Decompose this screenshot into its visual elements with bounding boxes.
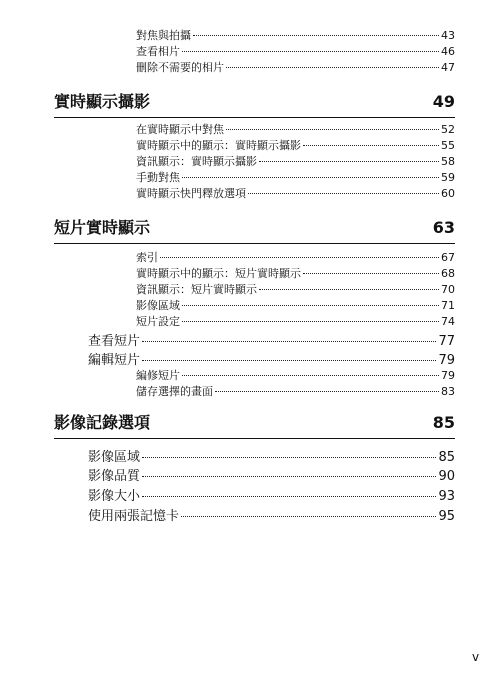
dot-leader [160,257,439,258]
toc-subsection[interactable] [88,446,455,465]
toc-entry[interactable] [136,265,455,281]
toc-entry-focus-shoot[interactable] [136,27,455,43]
section-title: 短片實時顯示 [54,218,151,237]
dot-leader [182,51,439,52]
toc-section-live-view[interactable] [54,89,455,118]
dot-leader [182,305,439,306]
toc-entry-label: 資訊顯示：實時顯示攝影 [136,155,257,168]
toc-entry-delete-photos[interactable] [136,59,455,75]
section-page: 85 [432,413,455,432]
toc-entry-label: 實時顯示快門釋放選項 [136,187,246,200]
toc-entry[interactable] [136,297,455,313]
dot-leader [182,177,439,178]
toc-entry-label: 手動對焦 [136,171,180,184]
toc-subsection-label: 影像區域 [88,450,141,465]
dot-leader [142,496,436,497]
toc-subsection[interactable] [88,485,455,504]
dot-leader [226,129,439,130]
dot-leader [259,161,439,162]
section-title: 實時顯示攝影 [54,92,151,111]
toc-entry-page: 79 [441,369,455,382]
toc-entry-label: 刪除不需要的相片 [136,61,224,74]
dot-leader [259,289,439,290]
toc-entry-label: 查看相片 [136,45,180,58]
toc-entry-page: 60 [441,187,455,200]
toc-subsection-label: 查看短片 [88,334,141,349]
toc-entry[interactable] [136,121,455,137]
toc-entry-page: 71 [441,299,455,312]
toc-entry-label: 資訊顯示：短片實時顯示 [136,283,257,296]
section-title: 影像記錄選項 [54,413,151,432]
toc-entry-page: 59 [441,171,455,184]
toc-entry[interactable] [136,137,455,153]
toc-entry[interactable] [136,153,455,169]
toc-entry-page: 74 [441,315,455,328]
dot-leader [181,516,436,517]
toc-subsection-label: 影像品質 [88,469,141,484]
toc-subsection[interactable] [88,465,455,484]
dot-leader [142,341,436,342]
toc-entry[interactable] [136,367,455,383]
toc-entry-page: 58 [441,155,455,168]
toc-entry-view-photos[interactable] [136,43,455,59]
toc-section-movie-live-view[interactable] [54,215,455,244]
section-page: 63 [432,218,455,237]
dot-leader [303,145,439,146]
toc-entry-page: 70 [441,283,455,296]
toc-subsection-page: 79 [438,353,455,368]
dot-leader [215,391,439,392]
toc-entry[interactable] [136,169,455,185]
dot-leader [182,321,439,322]
toc-subsection-label: 影像大小 [88,489,141,504]
dot-leader [142,476,436,477]
toc-section-image-recording[interactable] [54,410,455,439]
toc-entry-label: 影像區域 [136,299,180,312]
dot-leader [226,67,439,68]
toc-subsection-page: 95 [438,509,455,524]
toc-entry-label: 實時顯示中的顯示：實時顯示攝影 [136,139,301,152]
toc-entry-page: 52 [441,123,455,136]
toc-subsection-label: 使用兩張記憶卡 [88,509,180,524]
toc-entry[interactable] [136,281,455,297]
toc-entry-page: 68 [441,267,455,280]
dot-leader [248,193,439,194]
toc-subsection[interactable] [88,330,455,349]
toc-entry-page: 83 [441,385,455,398]
toc-subsection[interactable] [88,505,455,524]
dot-leader [142,457,436,458]
section-page: 49 [432,92,455,111]
toc-entry-page: 47 [441,61,455,74]
toc-entry-label: 對焦與拍攝 [136,29,191,42]
toc-entry[interactable] [136,313,455,329]
toc-entry-label: 索引 [136,251,158,264]
toc-entry[interactable] [136,249,455,265]
toc-entry-label: 短片設定 [136,315,180,328]
dot-leader [193,35,439,36]
toc-entry-label: 編修短片 [136,369,180,382]
toc-entry[interactable] [136,185,455,201]
toc-subsection-page: 93 [438,489,455,504]
dot-leader [182,375,439,376]
toc-subsection-label: 編輯短片 [88,353,141,368]
dot-leader [142,360,436,361]
toc-entry-page: 43 [441,29,455,42]
toc-subsection[interactable] [88,349,455,368]
toc-entry[interactable] [136,383,455,399]
toc-entry-page: 67 [441,251,455,264]
toc-entry-page: 55 [441,139,455,152]
toc-subsection-page: 85 [438,450,455,465]
toc-subsection-page: 77 [438,334,455,349]
toc-entry-label: 實時顯示中的顯示：短片實時顯示 [136,267,301,280]
toc-entry-label: 儲存選擇的畫面 [136,385,213,398]
toc-entry-label: 在實時顯示中對焦 [136,123,224,136]
toc-entry-page: 46 [441,45,455,58]
page-number: v [472,650,480,664]
toc-subsection-page: 90 [438,469,455,484]
dot-leader [303,273,439,274]
